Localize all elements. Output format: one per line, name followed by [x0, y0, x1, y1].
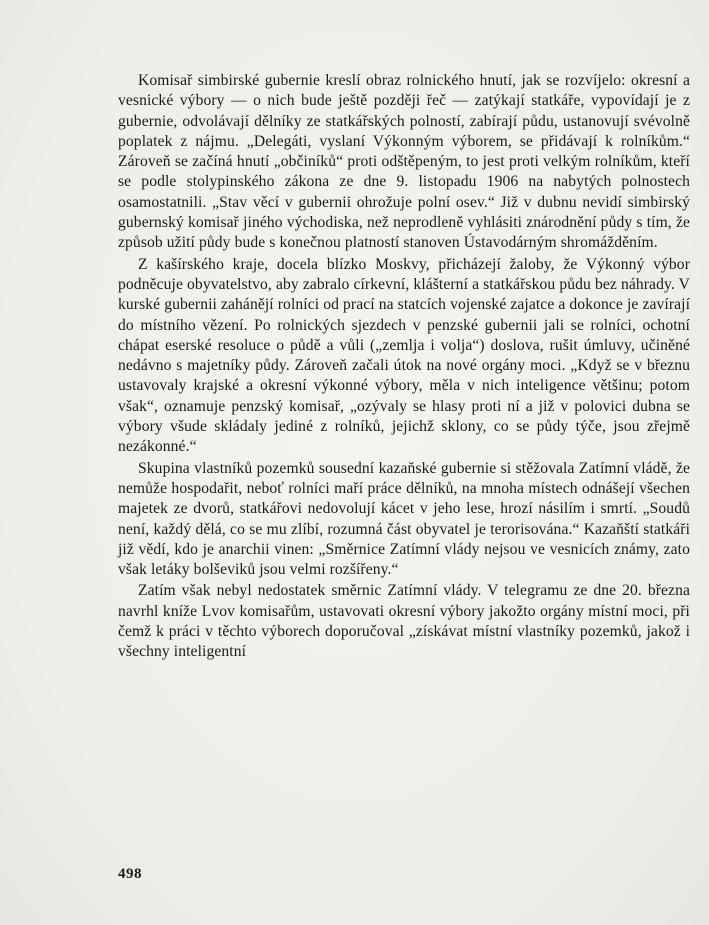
paragraph-2: Z kašírského kraje, docela blízko Moskvy, přicházejí žaloby, že Výkonný výbor podněcuje obyvatelstvo, aby zabralo církevní, klášterní a statkářskou půdu bez náhrady. V kurské gubernii zahánějí rolníci od prací na statcích vojenské zajatce a dokonce je zavírají do místního vězení. Po rolnických sjezdech v penzské gubernii jali se rolníci, ochotní chápat eserské resoluce o půdě a vůli („zemlja i volja“) doslova, rušit úmluvy, učiněné nedávno s majetníky půdy. Zároveň začali útok na nové orgány moci. „Když se v březnu ustavovaly krajské a okresní výkonné výbory, měla v nich inteligence většinu; potom však“, oznamuje penzský komisař, „ozývaly se hlasy proti ní a již v polovici dubna se výbory všude skládaly jediné z rolníků, jejichž sklony, co se půdy týče, jsou zřejmě nezákonné.“ — [118, 255, 690, 456]
paragraph-3: Skupina vlastníků pozemků sousední kazaňské gubernie si stěžovala Zatímní vládě, že nemůže hospodařit, neboť rolníci maří práce dělníků, na mnoha místech odnášejí všechen majetek ze dvorů, statkářovi nedovolují kácet v jeho lese, hrozí násilím i smrtí. „Soudů není, každý dělá, co se mu zlíbí, rozumná část obyvatel je terorisována.“ Kazaňští statkáři již vědí, kdo je anarchii vinen: „Směrnice Zatímní vlády nejsou ve vesnicích známy, zato však letáky bolševiků jsou velmi rozšířeny.“ — [118, 459, 690, 579]
page-number: 498 — [118, 866, 142, 882]
paragraph-1: Komisař simbirské gubernie kreslí obraz rolnického hnutí, jak se rozvíjelo: okresní a vesnické výbory — o nich bude ještě později řeč — zatýkají statkáře, vypovídají je z gubernie, odvolávají dělníky ze statkářských polností, zabírají půdu, ustanovují svévolně poplatek z nájmu. „Delegáti, vyslaní Výkonným výborem, se přidávají k rolníkům.“ Zároveň se začíná hnutí „občiníků“ proti odštěpeným, to jest proti velkým rolníkům, kteří se podle stolypinského zákona ze dne 9. listopadu 1906 na nabytých polnostech osamostatnili. „Stav věcí v gubernii ohrožuje polní osev.“ Již v dubnu nevidí simbirský gubernský komisař jiného východiska, než neprodleně vyhlásiti znárodnění půdy s tím, že způsob užití půdy bude s konečnou platností stanoven Ústavodárným shromážděním. — [118, 72, 690, 252]
paragraph-4: Zatím však nebyl nedostatek směrnic Zatímní vlády. V telegramu ze dne 20. března navrhl kníže Lvov komisařům, ustavovati okresní výbory jakožto orgány místní moci, při čemž k práci v těchto výborech doporučoval „získávat místní vlastníky pozemků, jakož i všechny inteligentní — [118, 582, 690, 661]
body-text — [118, 71, 690, 663]
